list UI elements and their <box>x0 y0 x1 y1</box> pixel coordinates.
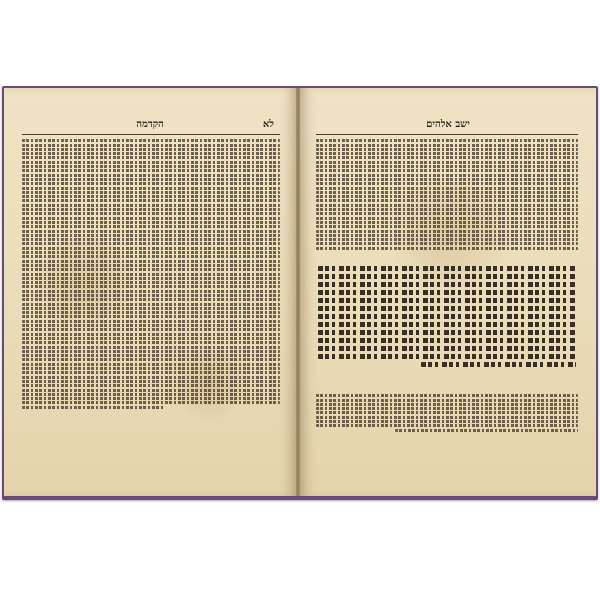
left-running-header: הקדמה <box>136 119 164 130</box>
right-running-header: ישב אלהים <box>426 119 470 130</box>
right-text-block-top <box>316 138 578 278</box>
header-rule <box>22 134 280 135</box>
text-line <box>22 139 280 142</box>
left-page-number: לא <box>262 119 274 130</box>
right-page <box>300 88 596 496</box>
left-text-block <box>22 138 280 458</box>
left-page <box>4 88 296 496</box>
header-rule <box>316 134 578 135</box>
right-text-block-bottom <box>316 393 578 455</box>
